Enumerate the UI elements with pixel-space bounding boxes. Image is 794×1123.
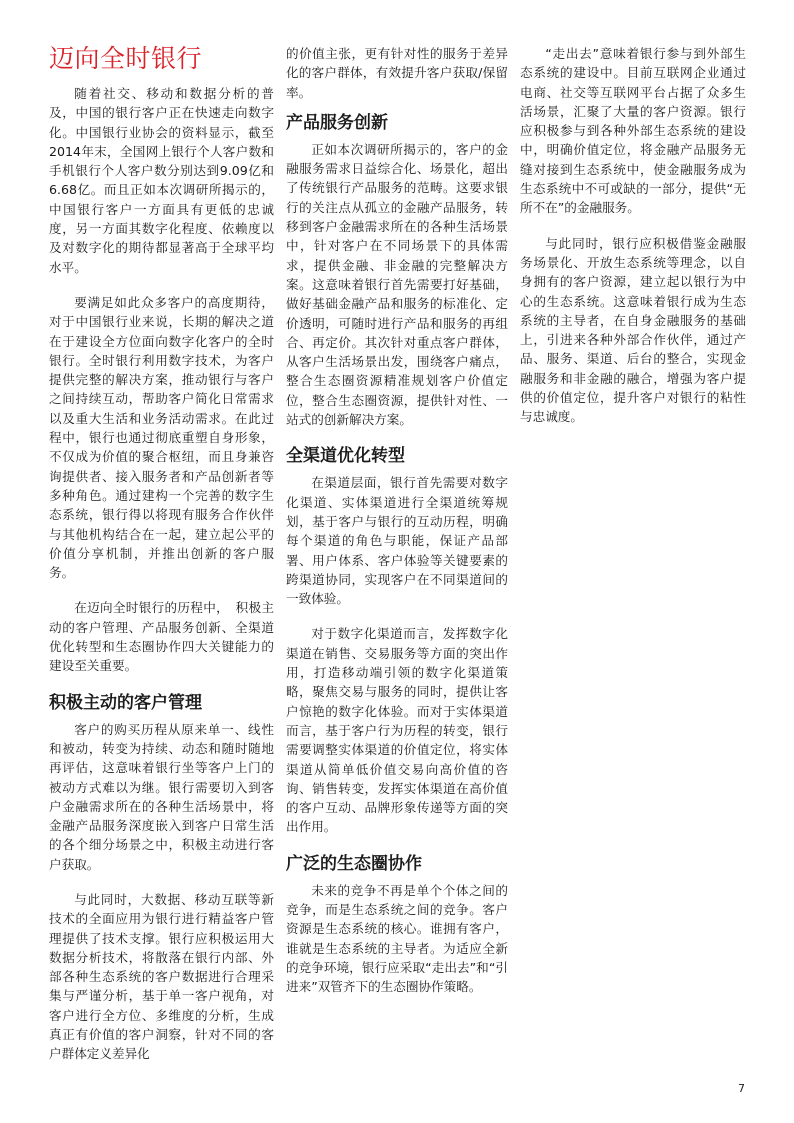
- section-heading-customer-management: 积极主动的客户管理: [49, 692, 202, 713]
- column-3: [520, 44, 746, 443]
- customer-management-paragraph-2: 与此同时，大数据、移动互联等新技术的全面应用为银行进行精益客户管理提供了技术支撑。银行应积极运用大数据分析技术，将散落在银行内部、外部各种生态系统的客户数据进行合理采集与严谨分析，基于单一客户视角，对客户进行全方位、多维度的分析，生成真正有价值的客户洞察，针对不同的客户群体定义差异化: [49, 891, 274, 1062]
- section-heading-ecosystem: 广泛的生态圈协作: [286, 853, 422, 874]
- omnichannel-paragraph-1: 在渠道层面，银行首先需要对数字化渠道、实体渠道进行全渠道统筹规划，基于客户与银行的互动历程，明确每个渠道的角色与职能，保证产品部署、用户体系、客户体验等关键要素的跨渠道协同，实现客户在不同渠道间的一致体验。: [286, 475, 508, 607]
- page-number: 7: [738, 1082, 745, 1095]
- product-innovation-paragraph-1: 正如本次调研所揭示的，客户的金融服务需求日益综合化、场景化，超出了传统银行产品服务的范畴。这要求银行的关注点从孤立的金融产品服务，转移到客户金融需求所在的各种生活场景中，针对客户在不同场景下的具体需求，提供金融、非金融的完整解决方案。这意味着银行首先需要打好基础，做好基础金融产品和服务的标准化、定价透明，可随时进行产品和服务的再组合、再定价。其次针对重点客户群体，从客户生活场景出发，围绕客户痛点，整合生态圈资源精准规划客户价值定位，整合生态圈资源，提供针对性、一站式的创新解决方案。: [286, 141, 508, 428]
- customer-management-paragraph-1: 客户的购买历程从原来单一、线性和被动，转变为持续、动态和随时随地再评估，这意味着银行坐等客户上门的被动方式难以为继。银行需要切入到客户金融需求所在的各种生活场景中，将金融产品服务深度嵌入到客户日常生活的各个细分场景之中，积极主动进行客户获取。: [49, 721, 274, 872]
- ecosystem-paragraph-3: 与此同时，银行应积极借鉴金融服务场景化、开放生态系统等理念，以自身拥有的客户资源，建立起以银行为中心的生态系统。这意味着银行成为生态系统的主导者，在自身金融服务的基础上，引进来各种外部合作伙伴，通过产品、服务、渠道、后台的整合，实现金融服务和非金融的融合，增强为客户提供的价值定位，提升客户对银行的粘性与忠诚度。: [520, 235, 746, 425]
- intro-paragraph-1: 随着社交、移动和数据分析的普及，中国的银行客户正在快速走向数字化。中国银行业协会的资料显示，截至2014年末，全国网上银行个人客户数和手机银行个人客户数分别达到9.09亿和6.68亿。而且正如本次调研所揭示的，中国银行客户一方面具有更低的忠诚度，另一方面其数字化程度、依赖度以及对数字化的期待都显著高于全球平均水平。: [49, 86, 274, 275]
- column-2: [286, 44, 508, 1012]
- section-heading-product-innovation: 产品服务创新: [286, 112, 388, 133]
- intro-paragraph-2: 要满足如此众多客户的高度期待，对于中国银行业来说，长期的解决之道在于建设全方位面向数字化客户的全时银行。全时银行利用数字技术，为客户提供完整的解决方案，推动银行与客户之间持续互动，帮助客户简化日常需求以及重大生活和业务活动需求。在此过程中，银行也通过彻底重塑自身形象，不仅成为价值的聚合枢纽，而且身兼咨询提供者、接入服务者和产品创新者等多种角色。通过建构一个完善的数字生态系统，银行得以将现有服务合作伙伴与其他机构结合在一起，建立起公平的价值分享机制，并推出创新的客户服务。: [49, 294, 274, 581]
- omnichannel-paragraph-2: 对于数字化渠道而言，发挥数字化渠道在销售、交易服务等方面的突出作用，打造移动端引领的数字化渠道策略，聚焦交易与服务的同时，提供让客户惊艳的数字化体验。而对于实体渠道而言，基于客户行为历程的转变，银行需要调整实体渠道的价值定位，将实体渠道从简单低价值交易向高价值的咨询、销售转变，发挥实体渠道在高价值的客户互动、品牌形象传递等方面的突出作用。: [286, 626, 508, 835]
- page-title: 迈向全时银行: [49, 44, 203, 73]
- intro-paragraph-3: 在迈向全时银行的历程中， 积极主动的客户管理、产品服务创新、全渠道优化转型和生态圈协作四大关键能力的建设至关重要。: [49, 600, 274, 674]
- ecosystem-paragraph-1: 未来的竞争不再是单个个体之间的竞争，而是生态系统之间的竞争。客户资源是生态系统的核心。谁拥有客户，谁就是生态系统的主导者。为适应全新的竞争环境，银行应采取“走出去”和“引进来”双管齐下的生态圈协作策略。: [286, 882, 508, 995]
- section-heading-omnichannel: 全渠道优化转型: [286, 446, 405, 467]
- column-1: [49, 44, 274, 1080]
- ecosystem-paragraph-2: “走出去”意味着银行参与到外部生态系统的建设中。目前互联网企业通过电商、社交等互联网平台占据了众多生活场景，汇聚了大量的客户资源。银行应积极参与到各种外部生态系统的建设中，明确价值定位，将金融产品服务无缝对接到生态系统中，使金融服务成为生态系统中不可或缺的一部分，提供“无所不在”的金融服务。: [520, 46, 746, 216]
- customer-management-continuation: 的价值主张，更有针对性的服务于差异化的客户群体，有效提升客户获取/保留率。: [286, 46, 508, 100]
